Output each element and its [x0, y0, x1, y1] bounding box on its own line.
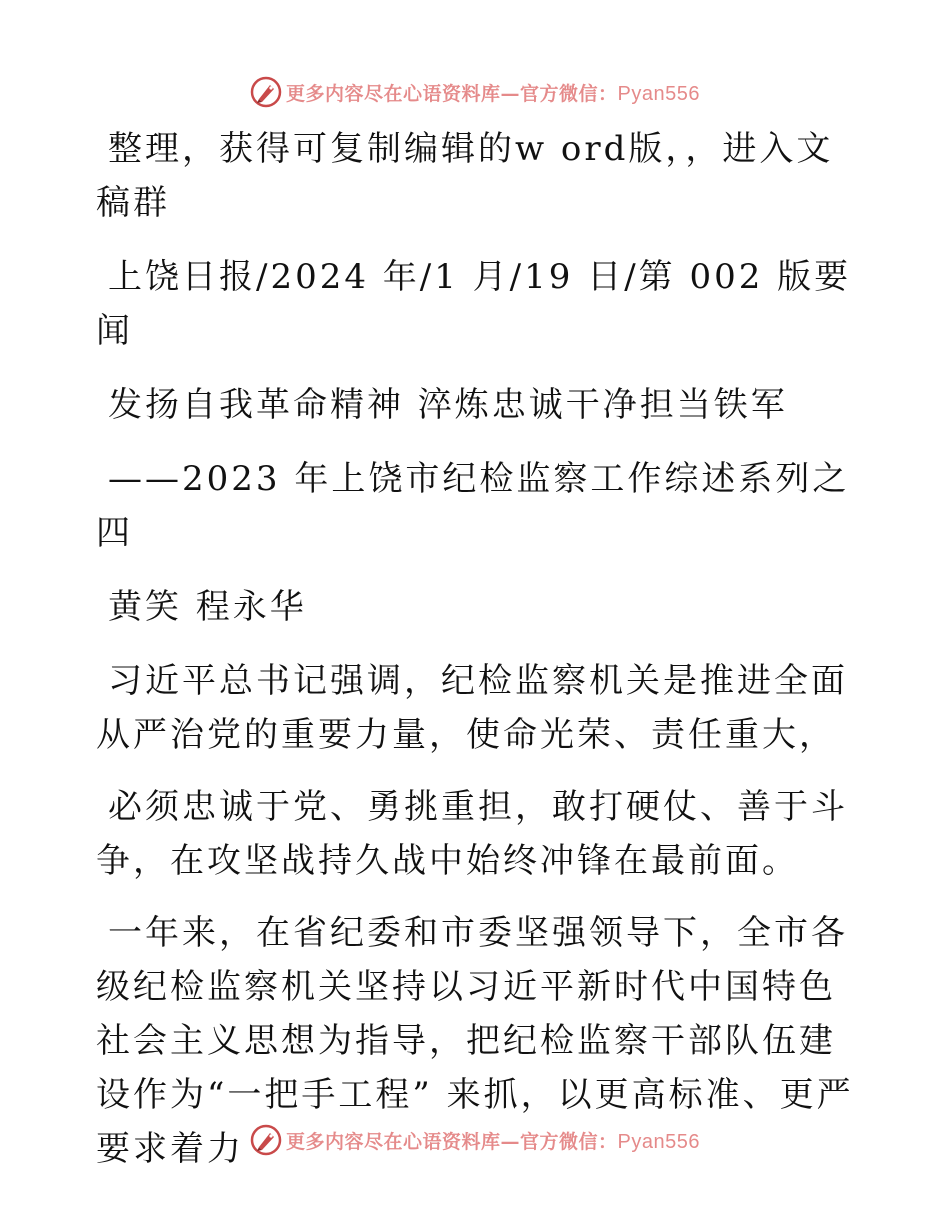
article-subtitle: ——2023 年上饶市纪检监察工作综述系列之四 [96, 459, 850, 553]
pen-nib-logo-icon [250, 1124, 282, 1156]
pen-nib-logo-icon [250, 76, 282, 108]
paragraph-intro-note: 整理，获得可复制编辑的w ord版，，进入文稿群 [96, 129, 834, 223]
watermark-footer [0, 1120, 950, 1160]
paragraph-body-1: 习近平总书记强调，纪检监察机关是推进全面从严治党的重要力量，使命光荣、责任重大， [96, 661, 848, 755]
article-title: 发扬自我革命精神 淬炼忠诚干净担当铁军 [108, 385, 788, 425]
watermark-text: 更多内容尽在心语资料库—官方微信：Pyan556 [286, 82, 700, 105]
paragraph-body-3: 一年来，在省纪委和市委坚强领导下，全市各级纪检监察机关坚持以习近平新时代中国特色社会主义思想为指导，把纪检监察干部队伍建设作为“一把手工程” 来抓，以更高标准、更严要求着力 [96, 913, 854, 1169]
watermark-header [0, 72, 950, 112]
article-authors: 黄笑 程永华 [108, 587, 307, 627]
paragraph-source-line: 上饶日报/2024 年/1 月/19 日/第 002 版要闻 [96, 257, 852, 351]
paragraph-body-2: 必须忠诚于党、勇挑重担，敢打硬仗、善于斗争，在攻坚战持久战中始终冲锋在最前面。 [96, 787, 848, 881]
watermark-text: 更多内容尽在心语资料库—官方微信：Pyan556 [286, 1130, 700, 1153]
document-body [96, 120, 866, 1176]
